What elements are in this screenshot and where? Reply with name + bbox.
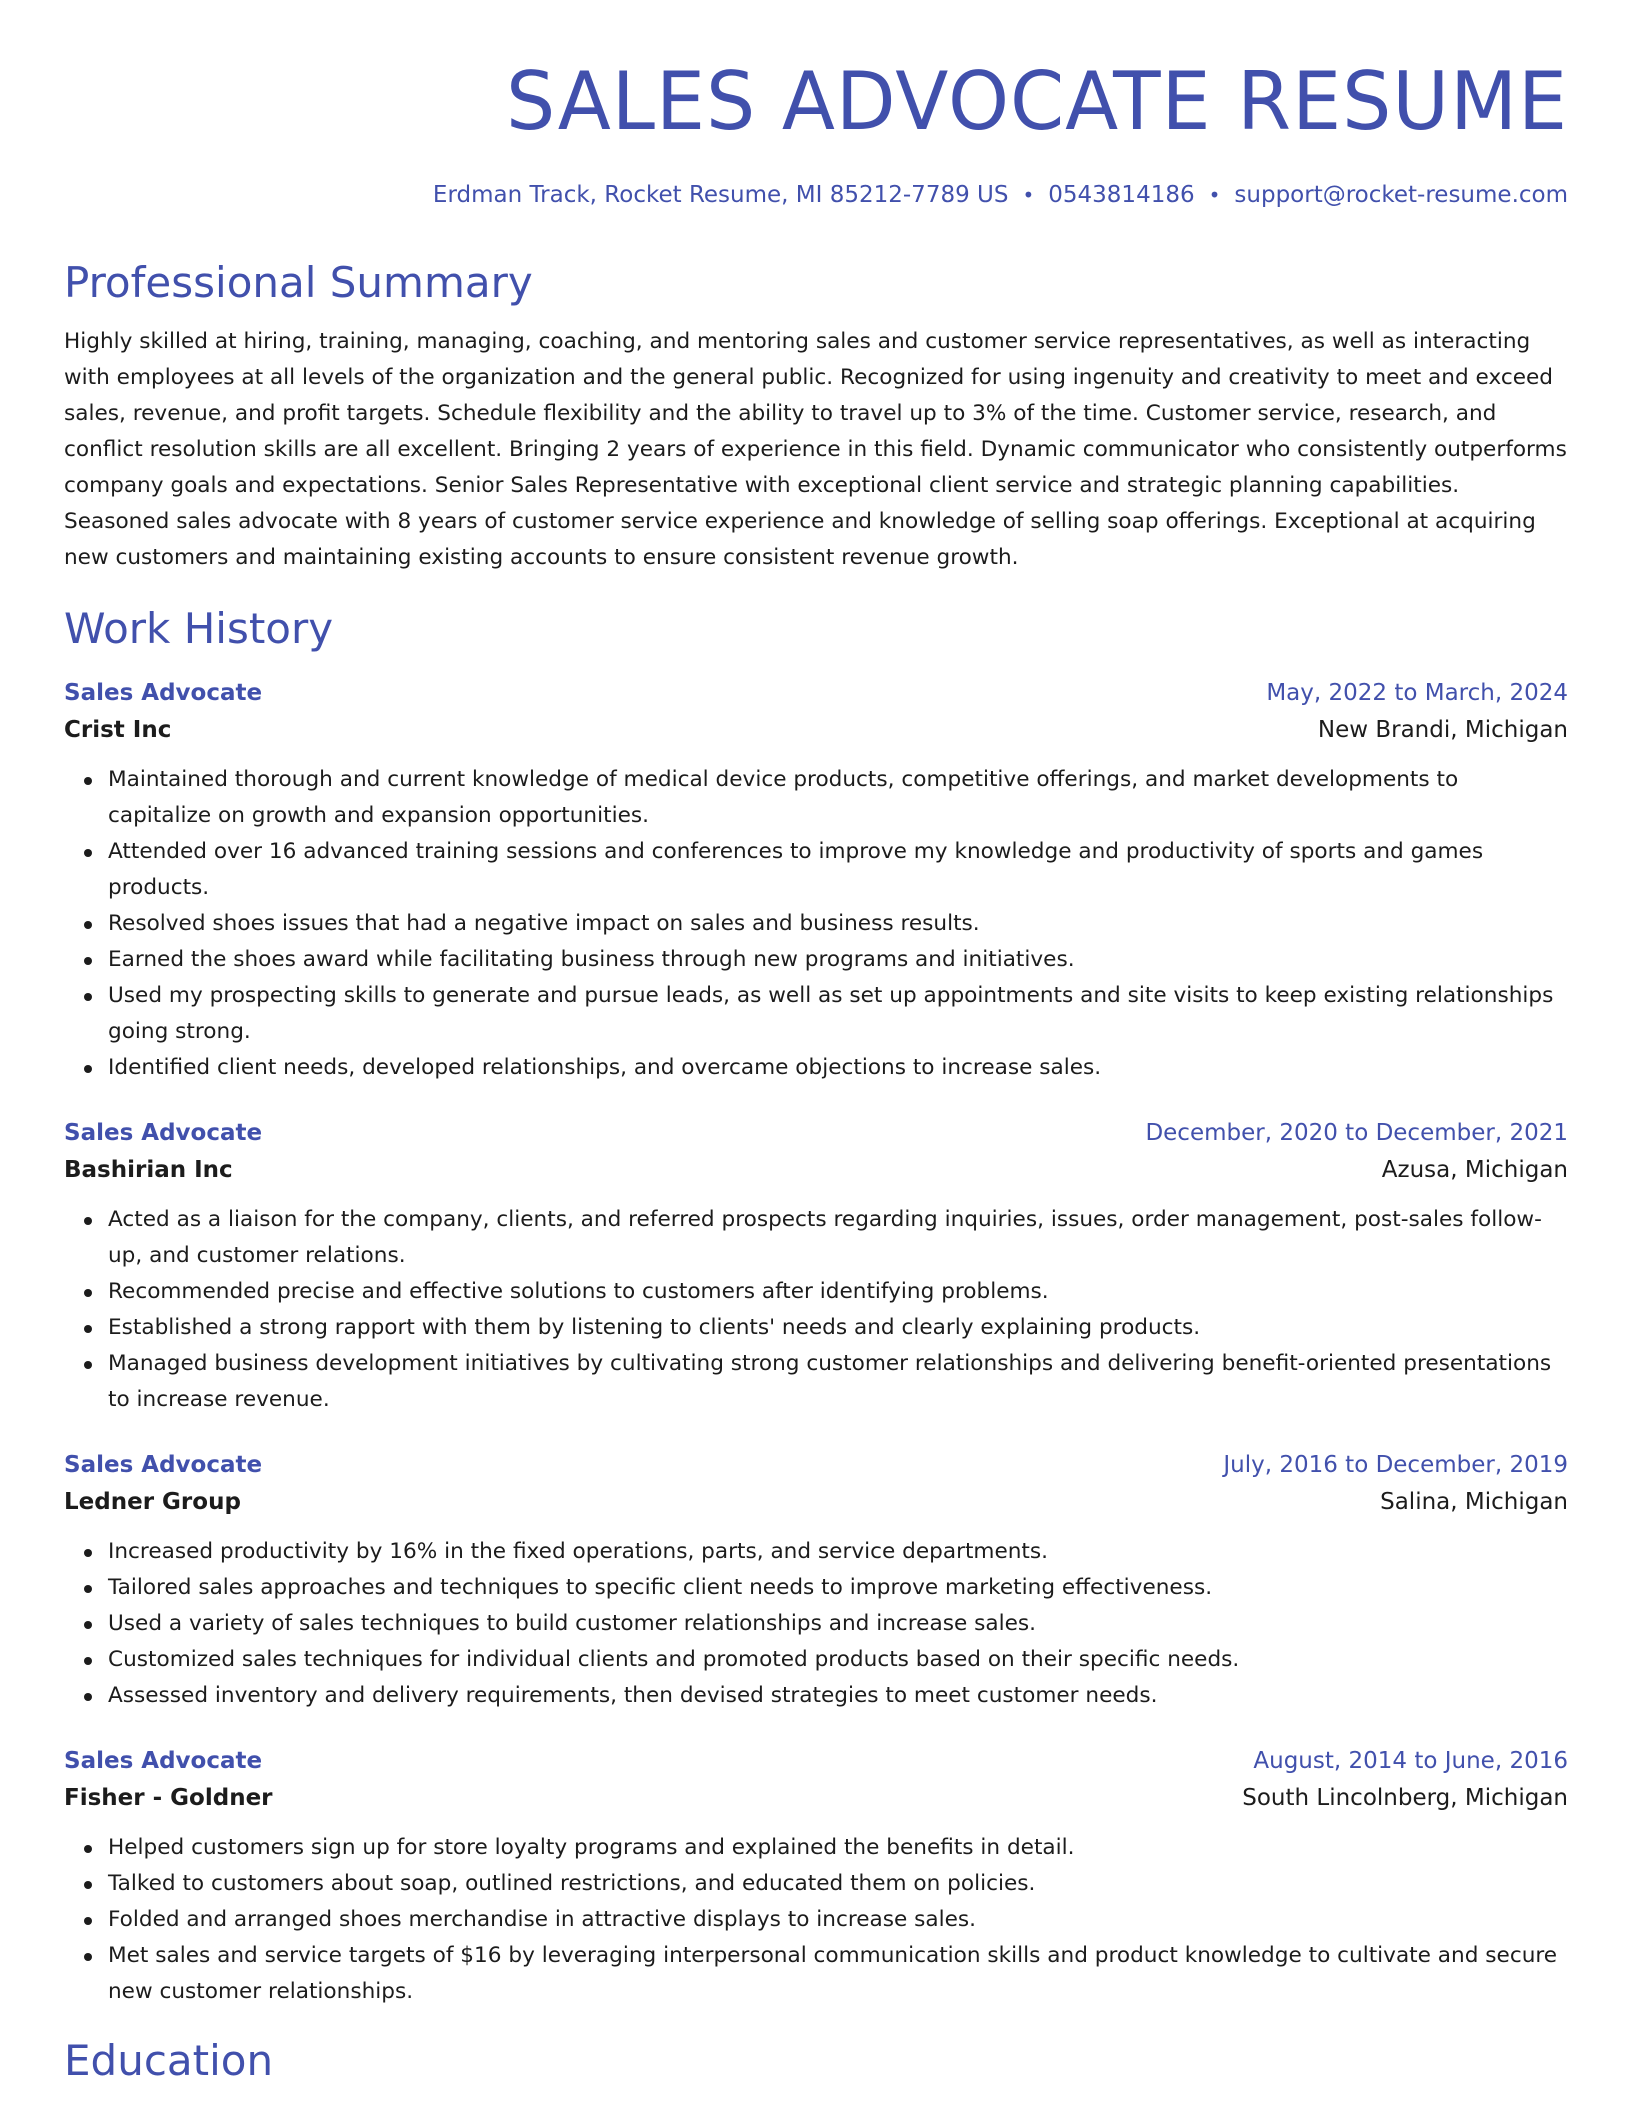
job-header-row [64, 1448, 1568, 1482]
job-bullets [64, 1830, 1568, 2010]
job-entry [64, 1448, 1568, 1714]
contact-phone: 0543814186 [1048, 182, 1195, 208]
summary-text: Highly skilled at hiring, training, managing, coaching, and mentoring sales and customer service representatives, as well as interacting with employees at all levels of the organization and the general public. Recognized for using ingenuity and creativity to meet and exceed sales, revenue, and profit targets. Schedule flexibility and the ability to travel up to 3% of the time. Customer service, research, and conflict resolution skills are all excellent. Bringing 2 years of experience in this field. Dynamic communicator who consistently outperforms company goals and expectations. Senior Sales Representative with exceptional client service and strategic planning capabilities. Seasoned sales advocate with 8 years of customer service experience and knowledge of selling soap offerings. Exceptional at acquiring new customers and maintaining existing accounts to ensure consistent revenue growth. [64, 328, 1567, 570]
job-entry [64, 1116, 1568, 1418]
job-bullet: Acted as a liaison for the company, clients, and referred prospects regarding inquiries, issues, order management, post-sales follow-up, and customer relations. [108, 1202, 1568, 1274]
job-bullet: Earned the shoes award while facilitating business through new programs and initiatives. [108, 942, 1568, 978]
job-header-row [64, 676, 1568, 710]
job-company: Bashirian Inc [64, 1157, 233, 1184]
job-bullet: Established a strong rapport with them by listening to clients' needs and clearly explaining products. [108, 1310, 1568, 1346]
job-dates: July, 2016 to December, 2019 [1223, 1452, 1568, 1479]
job-header-row [64, 1744, 1568, 1778]
job-entry [64, 676, 1568, 1086]
job-bullet: Increased productivity by 16% in the fixed operations, parts, and service departments. [108, 1534, 1568, 1570]
job-company-row [64, 710, 1568, 750]
job-bullet: Resolved shoes issues that had a negative impact on sales and business results. [108, 906, 1568, 942]
job-location: South Lincolnberg, Michigan [1242, 1785, 1568, 1812]
job-dates: May, 2022 to March, 2024 [1266, 680, 1568, 707]
summary-heading: Professional Summary [64, 257, 533, 307]
job-location: Azusa, Michigan [1381, 1157, 1568, 1184]
job-role: Sales Advocate [64, 1452, 263, 1479]
job-bullet: Identified client needs, developed relationships, and overcame objections to increase sales. [108, 1050, 1568, 1086]
job-company: Fisher - Goldner [64, 1785, 273, 1812]
job-bullets [64, 1202, 1568, 1418]
job-bullet: Attended over 16 advanced training sessions and conferences to improve my knowledge and productivity of sports and games products. [108, 834, 1568, 906]
contact-email: support@rocket-resume.com [1234, 182, 1568, 208]
job-company-row [64, 1150, 1568, 1190]
job-company-row [64, 1778, 1568, 1818]
job-bullets [64, 762, 1568, 1086]
job-bullet: Used my prospecting skills to generate and pursue leads, as well as set up appointments and site visits to keep existing relationships going strong. [108, 978, 1568, 1050]
contact-line [64, 182, 1568, 210]
job-bullets [64, 1534, 1568, 1714]
job-role: Sales Advocate [64, 1748, 263, 1775]
job-bullet: Tailored sales approaches and techniques to specific client needs to improve marketing effectiveness. [108, 1570, 1568, 1606]
contact-separator: • [1022, 183, 1035, 207]
job-bullet: Met sales and service targets of $16 by leveraging interpersonal communication skills and product knowledge to cultivate and secure new customer relationships. [108, 1938, 1568, 2010]
job-bullet: Assessed inventory and delivery requirements, then devised strategies to meet customer needs. [108, 1678, 1568, 1714]
job-bullet: Customized sales techniques for individual clients and promoted products based on their specific needs. [108, 1642, 1568, 1678]
job-bullet: Recommended precise and effective solutions to customers after identifying problems. [108, 1274, 1568, 1310]
contact-address: Erdman Track, Rocket Resume, MI 85212-7789 US [432, 182, 1009, 208]
job-bullet: Talked to customers about soap, outlined restrictions, and educated them on policies. [108, 1866, 1568, 1902]
job-role: Sales Advocate [64, 1120, 263, 1147]
job-role: Sales Advocate [64, 680, 263, 707]
job-header-row [64, 1116, 1568, 1150]
job-dates: August, 2014 to June, 2016 [1253, 1748, 1568, 1775]
job-bullet: Used a variety of sales techniques to build customer relationships and increase sales. [108, 1606, 1568, 1642]
contact-separator: • [1208, 183, 1221, 207]
resume-title: SALES ADVOCATE RESUME [506, 55, 1569, 148]
education-heading: Education [64, 2036, 274, 2086]
job-bullet: Folded and arranged shoes merchandise in attractive displays to increase sales. [108, 1902, 1568, 1938]
job-dates: December, 2020 to December, 2021 [1145, 1120, 1568, 1147]
job-entry [64, 1744, 1568, 2010]
work-history-heading: Work History [64, 603, 334, 653]
job-company-row [64, 1482, 1568, 1522]
job-location: Salina, Michigan [1380, 1489, 1568, 1516]
job-company: Ledner Group [64, 1489, 241, 1516]
job-bullet: Helped customers sign up for store loyalty programs and explained the benefits in detail. [108, 1830, 1568, 1866]
job-company: Crist Inc [64, 717, 172, 744]
job-bullet: Managed business development initiatives by cultivating strong customer relationships and delivering benefit-oriented presentations to increase revenue. [108, 1346, 1568, 1418]
job-bullet: Maintained thorough and current knowledge of medical device products, competitive offerings, and market developments to capitalize on growth and expansion opportunities. [108, 762, 1568, 834]
job-location: New Brandi, Michigan [1317, 717, 1568, 744]
